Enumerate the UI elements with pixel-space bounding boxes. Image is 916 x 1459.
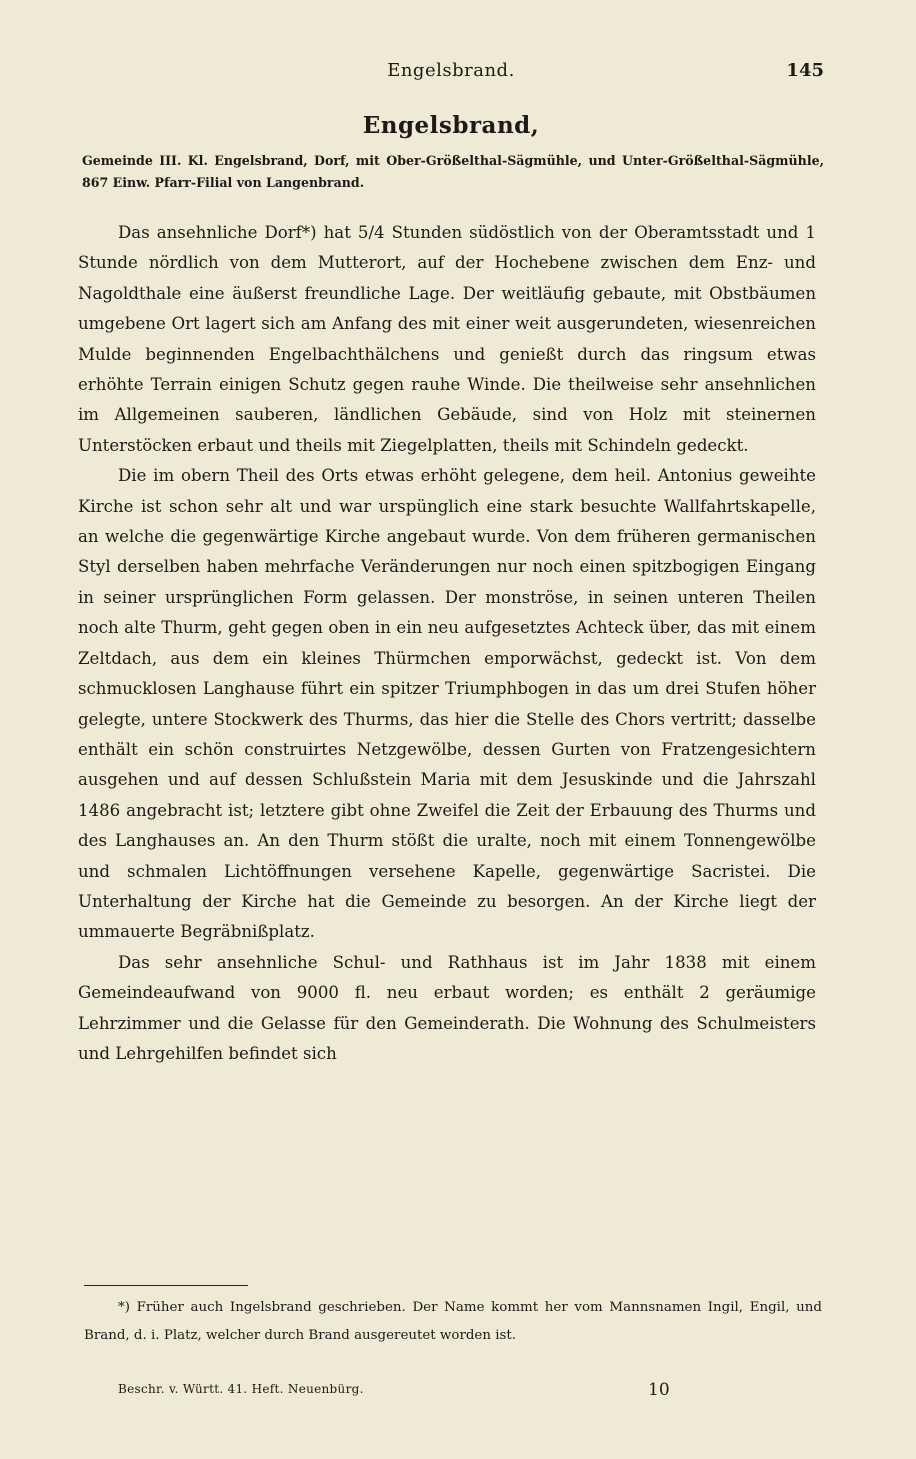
sheet-number: 10 [648, 1380, 670, 1400]
article-body [78, 218, 816, 1069]
article-title: Engelsbrand, [362, 112, 540, 139]
page-header [78, 60, 824, 90]
running-title: Engelsbrand. [387, 60, 515, 81]
footnote: *) Früher auch Ingelsbrand geschrieben. Der Name kommt her vom Mannsnamen Ingil, Engil, und Brand, d. i. Platz, welcher durch Brand ausgereutet worden ist. [84, 1300, 822, 1343]
body-paragraph: Das ansehnliche Dorf*) hat 5/4 Stunden südöstlich von der Oberamtsstadt und 1 Stunde nördlich von dem Mutterort, auf der Hochebene zwischen dem Enz- und Nagoldthale eine äußerst freundliche Lage. Der weitläufig gebaute, mit Obstbäumen umgebene Ort lagert sich am Anfang des mit einer weit ausgerundeten, wiesenreichen Mulde beginnenden Engelbachthälchens und genießt durch das ringsum etwas erhöhte Terrain einigen Schutz gegen rauhe Winde. Die theilweise sehr ansehnlichen im Allgemeinen sauberen, ländlichen Gebäude, sind von Holz mit steinernen Unterstöcken erbaut und theils mit Ziegelplatten, theils mit Schindeln gedeckt. [78, 223, 816, 455]
page-number: 145 [786, 60, 824, 81]
signature-mark: Beschr. v. Württ. 41. Heft. Neuenbürg. [118, 1382, 364, 1396]
footnote-divider [84, 1285, 248, 1286]
body-paragraph: Die im obern Theil des Orts etwas erhöht gelegene, dem heil. Antonius geweihte Kirche ist schon sehr alt und war urspünglich eine stark besuchte Wallfahrtskapelle, an welche die gegenwärtige Kirche angebaut wurde. Von dem früheren germanischen Styl derselben haben mehrfache Veränderungen nur noch einen spitzbogigen Eingang in seiner ursprünglichen Form gelassen. Der monströse, in seinen unteren Theilen noch alte Thurm, geht gegen oben in ein neu aufgesetztes Achteck über, das mit einem Zeltdach, aus dem ein kleines Thürmchen emporwächst, gedeckt ist. Von dem schmucklosen Langhause führt ein spitzer Triumphbogen in das um drei Stufen höher gelegte, untere Stockwerk des Thurms, das hier die Stelle des Chors vertritt; dasselbe enthält ein schön construirtes Netzgewölbe, dessen Gurten von Fratzengesichtern ausgehen und auf dessen Schlußstein Maria mit dem Jesuskinde und die Jahrszahl 1486 angebracht ist; letztere gibt ohne Zweifel die Zeit der Erbauung des Thurms und des Langhauses an. An den Thurm stößt die uralte, noch mit einem Tonnengewölbe und schmalen Lichtöffnungen versehene Kapelle, gegenwärtige Sacristei. Die Unterhaltung der Kirche hat die Gemeinde zu besorgen. An der Kirche liegt der ummauerte Begräbnißplatz. [78, 466, 816, 942]
article-subtitle: Gemeinde III. Kl. Engelsbrand, Dorf, mit Ober-Größelthal-Sägmühle, und Unter-Größelthal-Sägmühle, 867 Einw. Pfarr-Filial von Langenbrand. [82, 153, 824, 190]
body-paragraph: Das sehr ansehnliche Schul- und Rathhaus ist im Jahr 1838 mit einem Gemeindeaufwand von 9000 fl. neu erbaut worden; es enthält 2 geräumige Lehrzimmer und die Gelasse für den Gemeinderath. Die Wohnung des Schulmeisters und Lehrgehilfen befindet sich [78, 952, 816, 1063]
